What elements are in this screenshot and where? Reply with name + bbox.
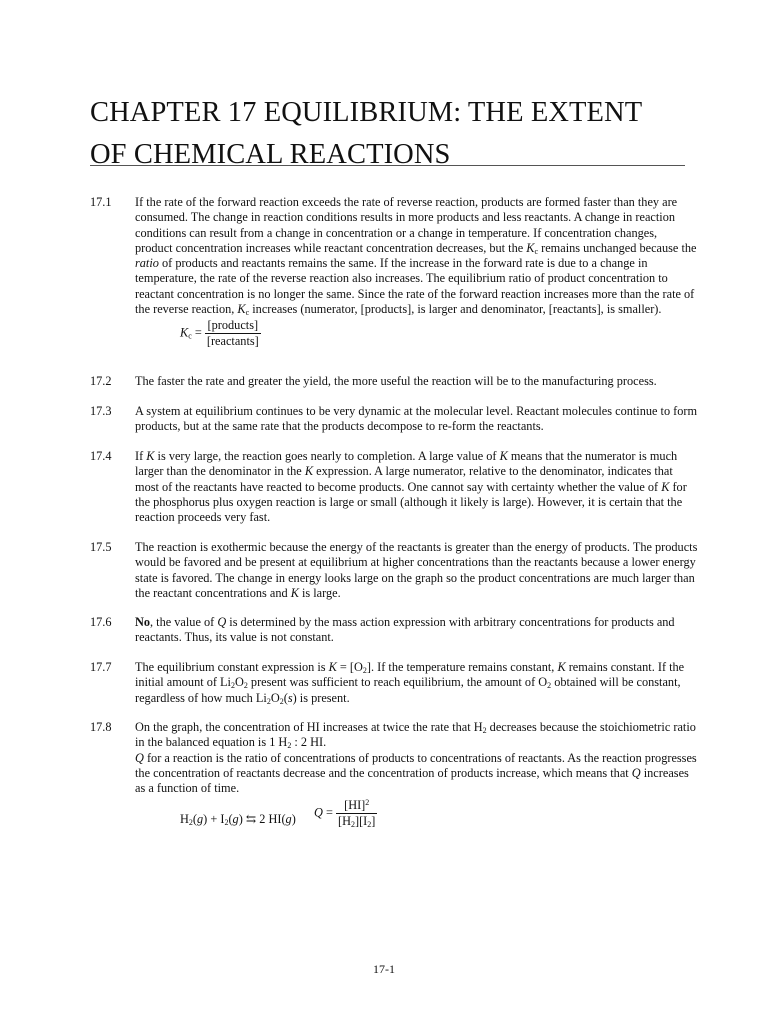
chapter-title-line-2: OF CHEMICAL REACTIONS xyxy=(90,139,451,170)
reaction-quotient-equation: Q = $\frac{[HI]^2}{[H_2][I_2]}$ xyxy=(314,798,376,829)
kc-equation: $K_c$ = $\frac{\text{[products]}}{\text{[reactants]}}$ xyxy=(180,318,259,348)
answer-text: The reaction is exothermic because the energy of the reactants is greater than the energy of products. The products would be favored and be present at equilibrium at higher concentrations than the reactants because a lower energy state is favored. The change in energy looks large on the graph so the product concentrations are much larger than the reactant concentrations and K is large. xyxy=(135,540,698,600)
answer-number: 17.6 xyxy=(90,615,112,629)
answer-number: 17.7 xyxy=(90,660,112,674)
answer-number: 17.3 xyxy=(90,404,112,418)
answer-text: A system at equilibrium continues to be very dynamic at the molecular level. Reactant molecules continue to form products, but at the same rate that the products decompose to re-form the reactants. xyxy=(135,404,698,434)
kc-fraction: $\frac{\text{[products]}}{\text{[reactants]}}$ xyxy=(206,318,259,348)
answer-text: No, the value of Q is determined by the mass action expression with arbitrary concentrations for products and reactants. Thus, its value is not constant. xyxy=(135,615,675,645)
chapter-title-line-1: CHAPTER 17 EQUILIBRIUM: THE EXTENT xyxy=(90,97,643,128)
answer-number: 17.8 xyxy=(90,720,112,734)
page-number: 17-1 xyxy=(373,962,395,976)
answer-text: If the rate of the forward reaction exceeds the rate of reverse reaction, products are formed faster than they are consumed. The change in reaction conditions results in more products and less reactants. A change in reaction conditions can result from a change in concentration or a change in temperature. If concentration changes, product concentration increases while reactant concentration decreases, but the $K_c$ remains unchanged because the ratio of products and reactants remains the same. If the increase in the forward rate is due to a change in temperature, the rate of the reverse reaction also increases. The equilibrium ratio of product concentration to reactant concentration is no longer the same. Since the rate of the forward reaction increases more than the rate of the reverse reaction, $K_c$ increases (numerator, [products], is larger and denominator, [reactants], is smaller). xyxy=(135,195,697,318)
answer-text: If K is very large, the reaction goes nearly to completion. A large value of K means that the numerator is much larger than the denominator in the K expression. A large numerator, relative to the denominator, indicates that most of the reactants have reacted to become products. One cannot say with certainty whether the value of K for the phosphorus plus oxygen reaction is large or small (although it likely is large). However, it is certain that the reaction proceeds very fast. xyxy=(135,449,687,525)
title-divider xyxy=(90,165,685,166)
answer-text: On the graph, the concentration of HI increases at twice the rate that $H_2$ decreases because the stoichiometric ratio in the balanced equation is 1 $H_2$ : 2 HI. Q for a reaction is the ratio of concentrations of products to concentrations of reactants. As the reaction progresses the concentration of reactants decrease and the concentration of products increase, which means that Q increases as a function of time. xyxy=(135,720,697,796)
answer-number: 17.5 xyxy=(90,540,112,554)
reaction-equation: $H_2(g) + I_2(g)$ ⇆ 2 HI(g) xyxy=(180,812,296,827)
answer-text: The equilibrium constant expression is $K = [O_2]$. If the temperature remains constant, K remains constant. If the initial amount of $Li_2O_2$ present was sufficient to reach equilibrium, the amount of $O_2$ obtained will be constant, regardless of how much $Li_2O_2(s)$ is present. xyxy=(135,660,685,706)
answer-text: The faster the rate and greater the yield, the more useful the reaction will be to the manufacturing process. xyxy=(135,374,657,388)
chapter-title xyxy=(90,92,690,176)
answer-number: 17.4 xyxy=(90,449,112,463)
answer-number: 17.2 xyxy=(90,374,112,388)
answer-number: 17.1 xyxy=(90,195,112,209)
q-fraction: $\frac{[HI]^2}{[H_2][I_2]}$ xyxy=(337,798,376,829)
